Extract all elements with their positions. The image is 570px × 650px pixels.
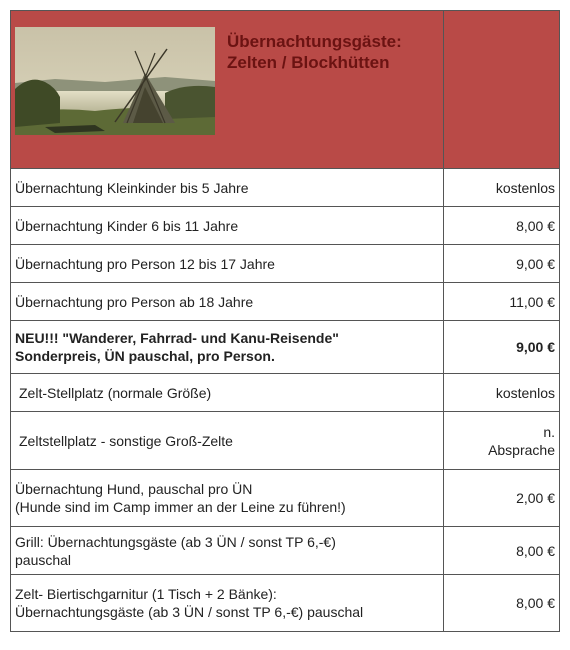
table-row	[11, 527, 560, 575]
row-price: 2,00 €	[444, 470, 560, 527]
campsite-photo	[15, 27, 215, 135]
row-label: Übernachtung Hund, pauschal pro ÜN (Hunde sind im Camp immer an der Leine zu führen!)	[11, 470, 444, 527]
page-title: Übernachtungsgäste: Zelten / Blockhütten	[227, 32, 402, 72]
price-table	[10, 10, 560, 632]
row-price: 8,00 €	[444, 207, 560, 245]
row-price: 8,00 €	[444, 575, 560, 632]
row-label: Übernachtung pro Person 12 bis 17 Jahre	[11, 245, 444, 283]
header-cell	[11, 11, 444, 169]
table-row	[11, 321, 560, 374]
row-price: n. Absprache	[444, 412, 560, 470]
table-row	[11, 169, 560, 207]
table-row	[11, 283, 560, 321]
table-row	[11, 207, 560, 245]
header-price-cell	[444, 11, 560, 169]
table-row	[11, 412, 560, 470]
row-price: 9,00 €	[444, 321, 560, 374]
row-label: NEU!!! "Wanderer, Fahrrad- und Kanu-Reisende" Sonderpreis, ÜN pauschal, pro Person.	[11, 321, 444, 374]
row-label: Zeltstellplatz - sonstige Groß-Zelte	[11, 412, 444, 470]
header-row	[11, 11, 560, 169]
row-price: kostenlos	[444, 374, 560, 412]
table-row	[11, 470, 560, 527]
row-price: kostenlos	[444, 169, 560, 207]
row-label: Übernachtung Kinder 6 bis 11 Jahre	[11, 207, 444, 245]
row-label: Zelt-Stellplatz (normale Größe)	[11, 374, 444, 412]
row-price: 9,00 €	[444, 245, 560, 283]
row-price: 8,00 €	[444, 527, 560, 575]
row-label: Grill: Übernachtungsgäste (ab 3 ÜN / sonst TP 6,-€) pauschal	[11, 527, 444, 575]
row-price: 11,00 €	[444, 283, 560, 321]
table-row	[11, 245, 560, 283]
table-row	[11, 374, 560, 412]
table-row	[11, 575, 560, 632]
row-label: Zelt- Biertischgarnitur (1 Tisch + 2 Bänke): Übernachtungsgäste (ab 3 ÜN / sonst TP 6,-€) pauschal	[11, 575, 444, 632]
row-label: Übernachtung pro Person ab 18 Jahre	[11, 283, 444, 321]
row-label: Übernachtung Kleinkinder bis 5 Jahre	[11, 169, 444, 207]
